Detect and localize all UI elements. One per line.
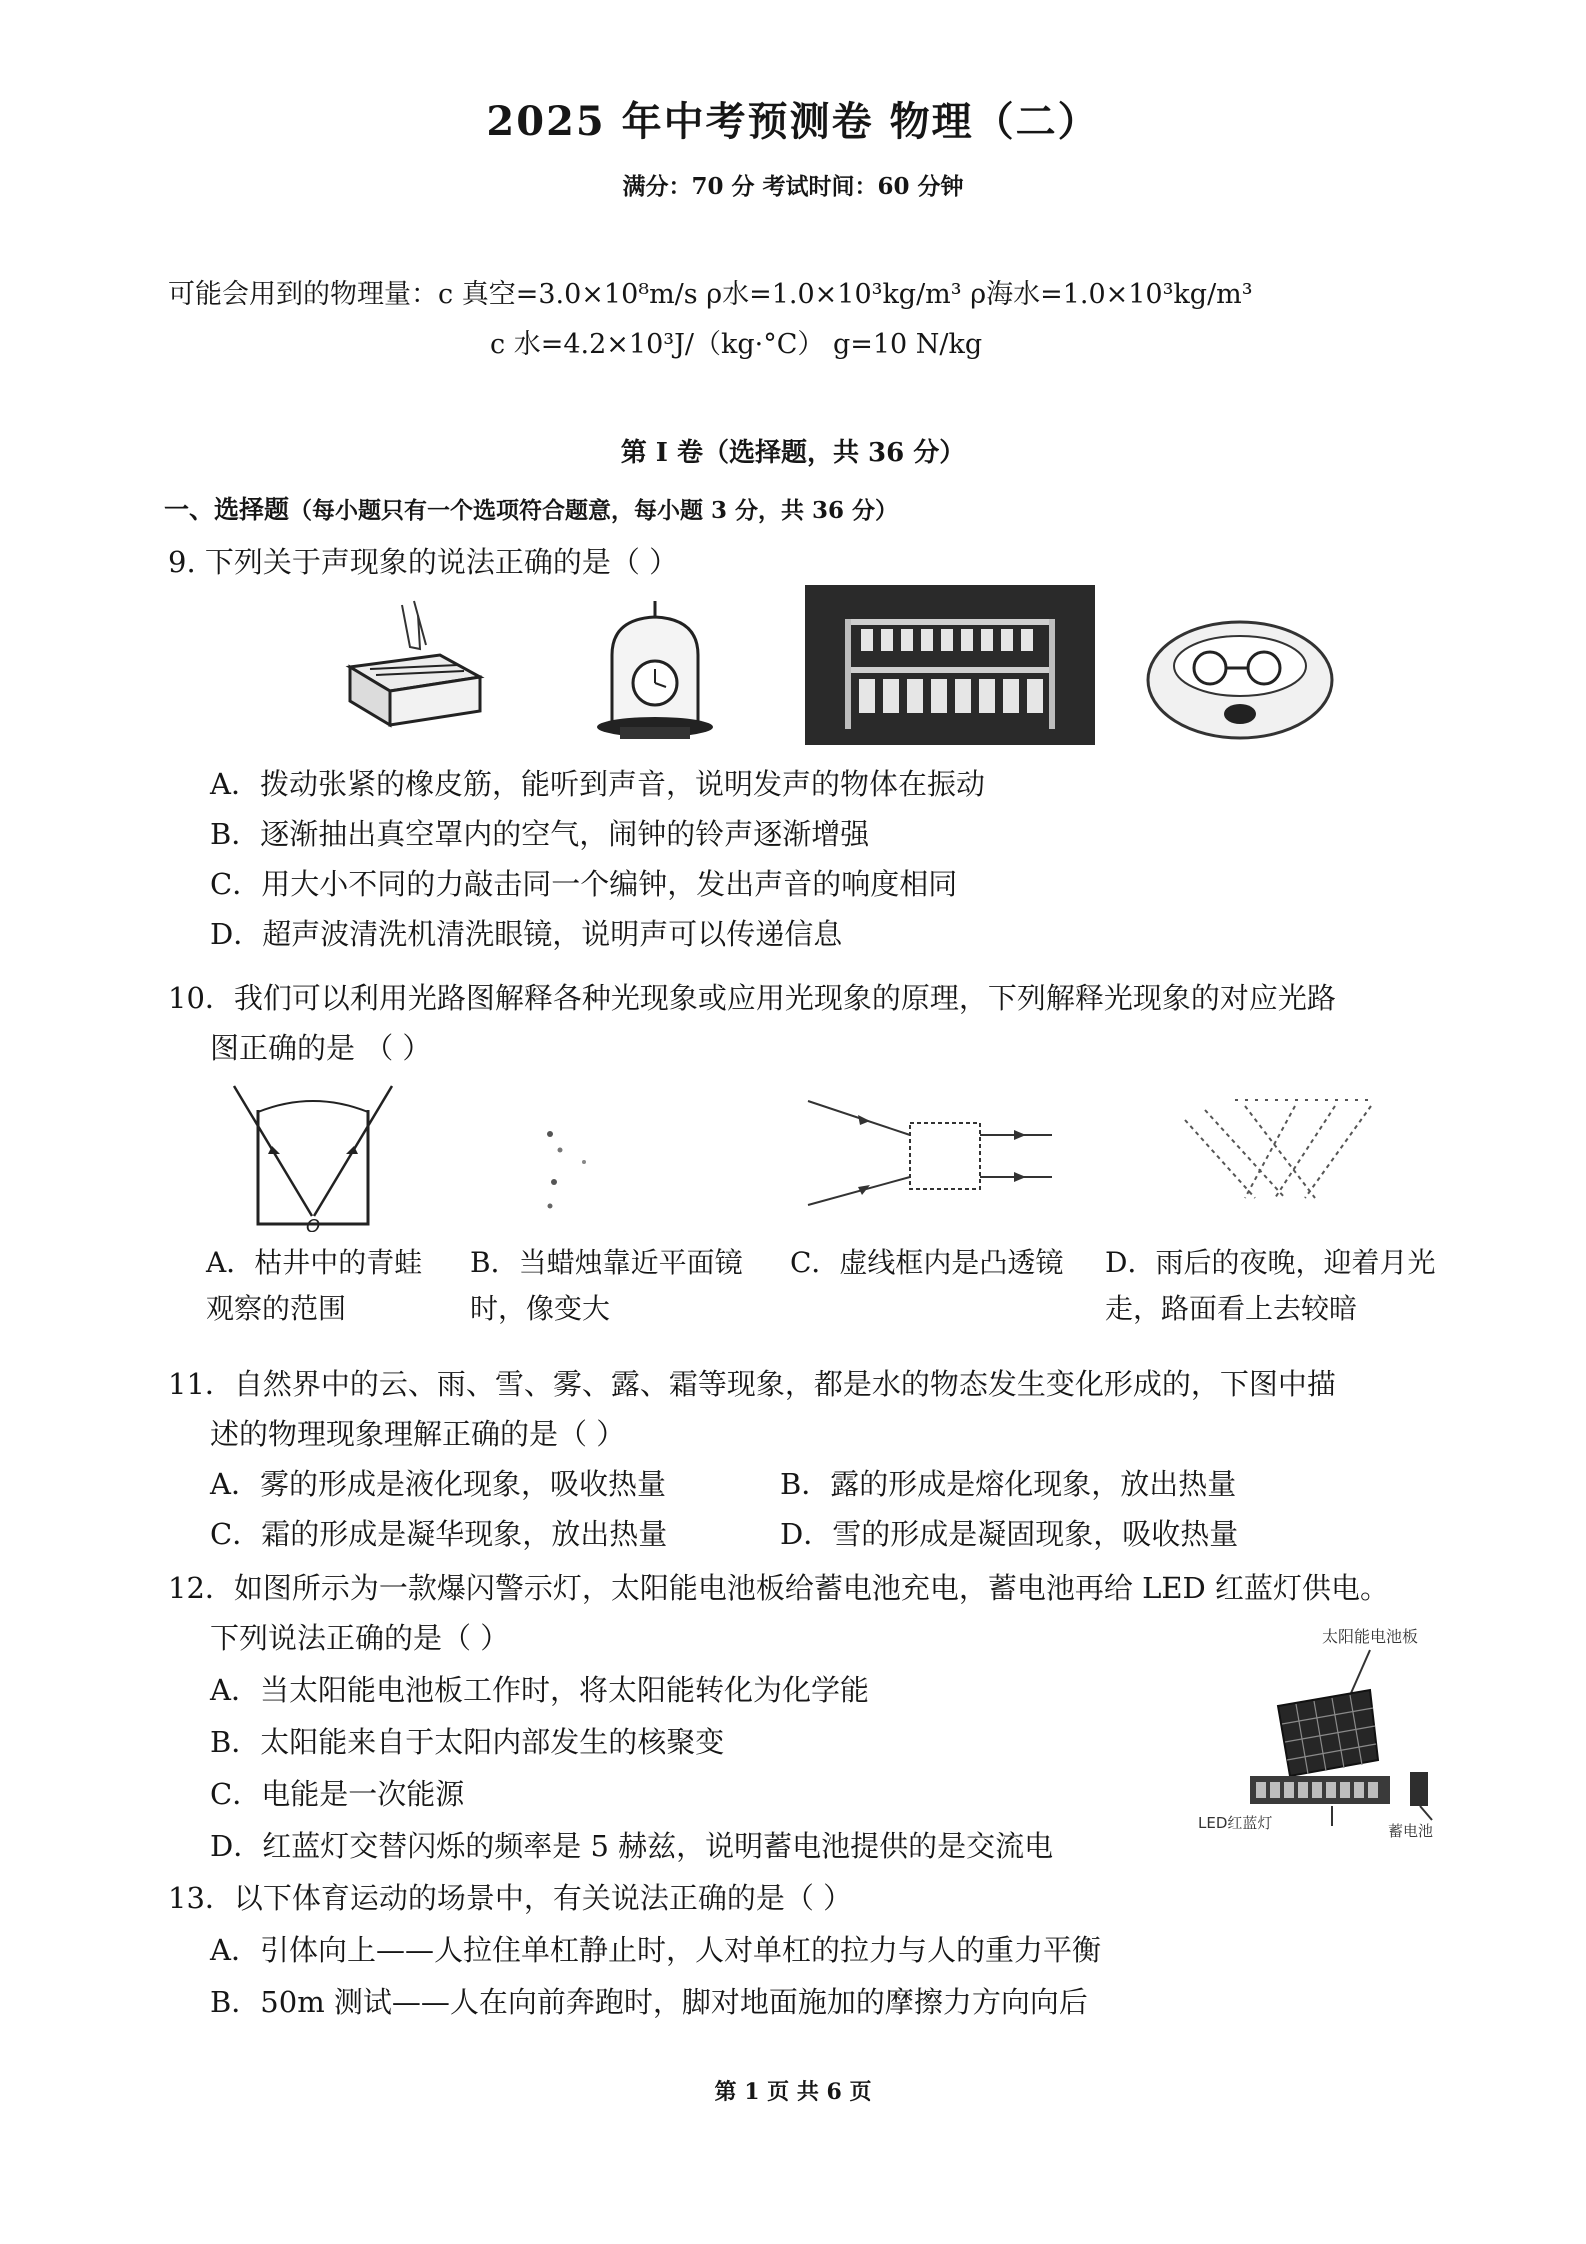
q10-figure-lens-box [800, 1095, 1060, 1215]
q13-option-b: B．50m 测试——人在向前奔跑时，脚对地面施加的摩擦力方向向后 [210, 1985, 1088, 2019]
page-subtitle: 满分：70 分 考试时间：60 分钟 [622, 173, 964, 200]
constants-line-1: 可能会用到的物理量：c 真空=3.0×10⁸m/s ρ水=1.0×10³kg/m³ ρ海水=1.0×10³kg/m³ [168, 279, 1253, 310]
q10-fig-a-label-o: O [306, 1216, 321, 1232]
q12-figure-warning-light [1198, 1620, 1468, 1840]
q9-option-d: D．超声波清洗机清洗眼镜，说明声可以传递信息 [210, 917, 843, 951]
q12-option-c: C．电能是一次能源 [210, 1777, 465, 1811]
constants-line-2: c 水=4.2×10³J/（kg·°C） g=10 N/kg [490, 329, 983, 360]
q11-stem-line-2: 述的物理现象理解正确的是（ ） [210, 1417, 626, 1451]
section-title: 第 I 卷（选择题，共 36 分） [620, 438, 966, 468]
q12-fig-label-led: LED红蓝灯 [1198, 1814, 1273, 1832]
q10-caption-a: A．枯井中的青蛙观察的范围 [206, 1246, 423, 1325]
q10-figure-well-frog [228, 1082, 398, 1232]
q12-stem-line-2: 下列说法正确的是（ ） [210, 1621, 510, 1655]
q9-option-b: B．逐渐抽出真空罩内的空气，闹钟的铃声逐渐增强 [210, 817, 870, 851]
q12-fig-label-battery: 蓄电池 [1388, 1822, 1434, 1840]
q10-figure-moonlight-road [1175, 1090, 1375, 1210]
q11-option-b: B．露的形成是熔化现象，放出热量 [780, 1467, 1237, 1501]
q13-option-a: A．引体向上——人拉住单杠静止时，人对单杠的拉力与人的重力平衡 [210, 1933, 1101, 1967]
q9-figure-rubber-band [340, 595, 490, 735]
q12-option-d: D．红蓝灯交替闪烁的频率是 5 赫兹，说明蓄电池提供的是交流电 [210, 1829, 1054, 1863]
q12-option-b: B．太阳能来自于太阳内部发生的核聚变 [210, 1725, 725, 1759]
page-title: 2025 年中考预测卷 物理（二） [486, 98, 1100, 145]
part-label: 一、选择题 [164, 495, 290, 524]
q9-figure-bell-jar [590, 595, 720, 745]
q13-stem: 13．以下体育运动的场景中，有关说法正确的是（ ） [168, 1881, 853, 1915]
q10-caption-b: B．当蜡烛靠近平面镜时，像变大 [470, 1246, 743, 1325]
q11-stem-line-1: 11．自然界中的云、雨、雪、雾、露、霜等现象，都是水的物态发生变化形成的，下图中描 [168, 1367, 1336, 1401]
q10-caption-d: D．雨后的夜晚，迎着月光走，路面看上去较暗 [1105, 1246, 1436, 1325]
part-heading [164, 490, 898, 526]
q12-option-a: A．当太阳能电池板工作时，将太阳能转化为化学能 [210, 1673, 869, 1707]
q11-option-a: A．雾的形成是液化现象，吸收热量 [210, 1467, 666, 1501]
q11-option-d: D．雪的形成是凝固现象，吸收热量 [780, 1517, 1239, 1551]
q10-figure-plane-mirror [520, 1120, 640, 1220]
q10-caption-c: C．虚线框内是凸透镜 [790, 1246, 1064, 1279]
q10-stem-line-1: 10．我们可以利用光路图解释各种光现象或应用光现象的原理，下列解释光现象的对应光路 [168, 981, 1336, 1015]
page-footer: 第 1 页 共 6 页 [714, 2079, 872, 2105]
q11-option-c: C．霜的形成是凝华现象，放出热量 [210, 1517, 668, 1551]
q9-figure-ultrasonic-cleaner [1140, 610, 1340, 750]
q9-option-c: C．用大小不同的力敲击同一个编钟，发出声音的响度相同 [210, 867, 958, 901]
q10-stem-line-2: 图正确的是 （ ） [210, 1031, 432, 1065]
q9-stem: 9. 下列关于声现象的说法正确的是（ ） [168, 545, 679, 579]
q9-figure-chime-bells [805, 585, 1095, 745]
q9-option-a: A．拨动张紧的橡皮筋，能听到声音，说明发声的物体在振动 [210, 767, 985, 801]
q12-stem-line-1: 12．如图所示为一款爆闪警示灯，太阳能电池板给蓄电池充电，蓄电池再给 LED 红蓝灯供电。 [168, 1571, 1390, 1605]
part-note: （每小题只有一个选项符合题意，每小题 3 分，共 36 分） [289, 497, 899, 524]
q12-fig-label-solar-panel: 太阳能电池板 [1322, 1627, 1419, 1646]
